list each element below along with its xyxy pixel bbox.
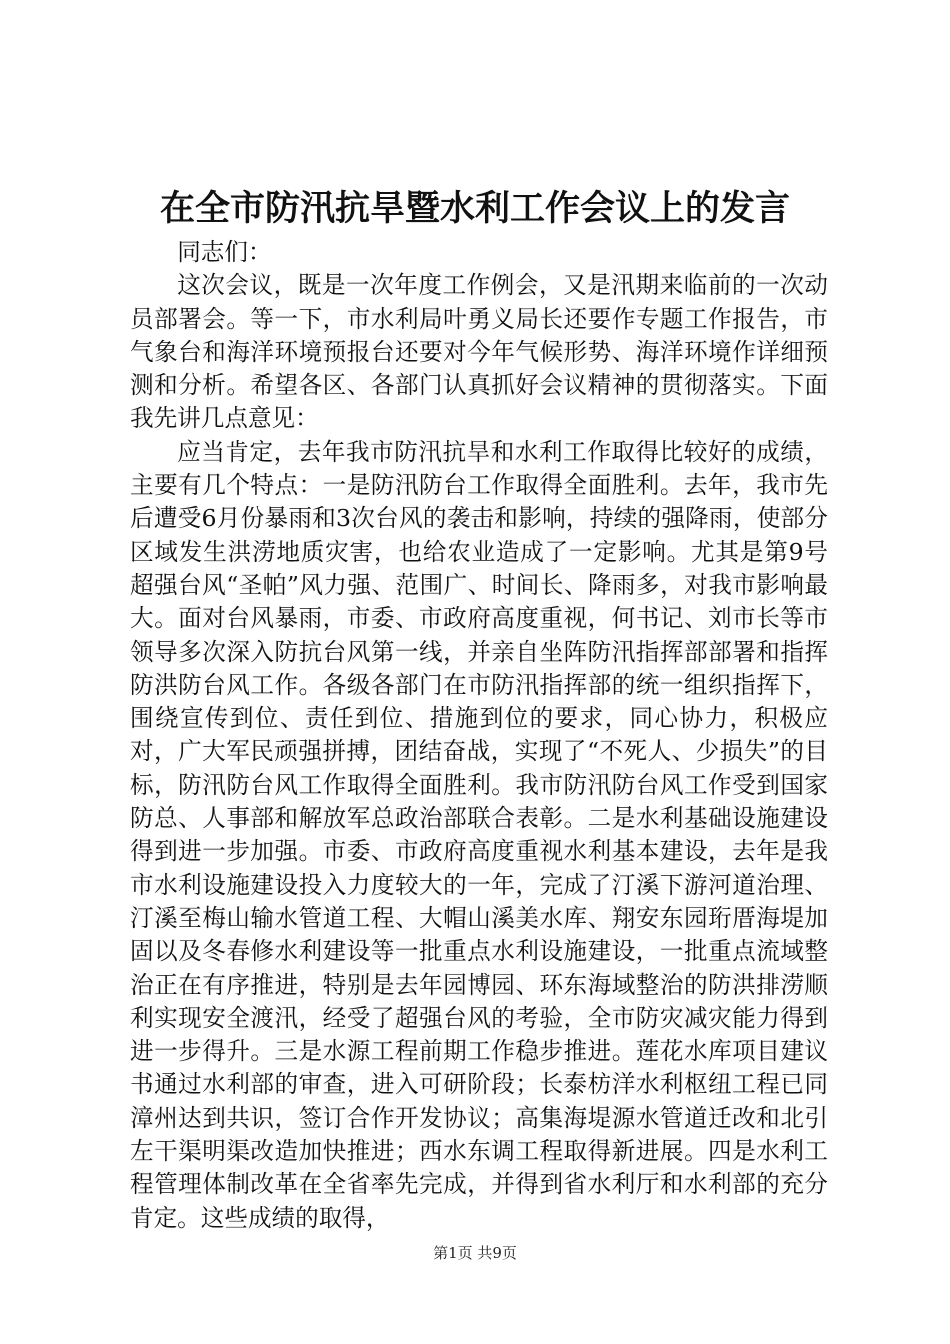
paragraph-intro: 这次会议，既是一次年度工作例会，又是汛期来临前的一次动员部署会。等一下，市水利局叶勇义局长还要作专题工作报告，市气象台和海洋环境预报台还要对今年气候形势、海洋环境作详细预测和分析。希望各区、各部门认真抓好会议精神的贯彻落实。下面我先讲几点意见： — [130, 271, 828, 433]
page-footer: 第1页 共9页 — [433, 1244, 517, 1262]
document-body — [130, 236, 828, 1235]
document-title: 在全市防汛抗旱暨水利工作会议上的发言 — [159, 188, 790, 229]
paragraph-achievements: 应当肯定，去年我市防汛抗旱和水利工作取得比较好的成绩，主要有几个特点：一是防汛防台工作取得全面胜利。去年，我市先后遭受6月份暴雨和3次台风的袭击和影响，持续的强降雨，使部分区域发生洪涝地质灾害，也给农业造成了一定影响。尤其是第9号超强台风“圣帕”风力强、范围广、时间长、降雨多，对我市影响最大。面对台风暴雨，市委、市政府高度重视，何书记、刘市长等市领导多次深入防抗台风第一线，并亲自坐阵防汛指挥部部署和指挥防洪防台风工作。各级各部门在市防汛指挥部的统一组织指挥下，围绕宣传到位、责任到位、措施到位的要求，同心协力，积极应对，广大军民顽强拼搏，团结奋战，实现了“不死人、少损失”的目标，防汛防台风工作取得全面胜利。我市防汛防台风工作受到国家防总、人事部和解放军总政治部联合表彰。二是水利基础设施建设得到进一步加强。市委、市政府高度重视水利基本建设，去年是我市水利设施建设投入力度较大的一年，完成了汀溪下游河道治理、汀溪至梅山输水管道工程、大帽山溪美水库、翔安东园珩厝海堤加固以及冬春修水利建设等一批重点水利设施建设，一批重点流域整治正在有序推进，特别是去年园博园、环东海域整治的防洪排涝顺利实现安全渡汛，经受了超强台风的考验，全市防灾减灾能力得到进一步得升。三是水源工程前期工作稳步推进。莲花水库项目建议书通过水利部的审查，进入可研阶段；长泰枋洋水利枢纽工程已同漳州达到共识，签订合作开发协议；高集海堤源水管道迁改和北引左干渠明渠改造加快推进；西水东调工程取得新进展。四是水利工程管理体制改革在全省率先完成，并得到省水利厅和水利部的充分肯定。这些成绩的取得， — [130, 437, 828, 1232]
paragraph-salutation: 同志们： — [177, 238, 272, 266]
